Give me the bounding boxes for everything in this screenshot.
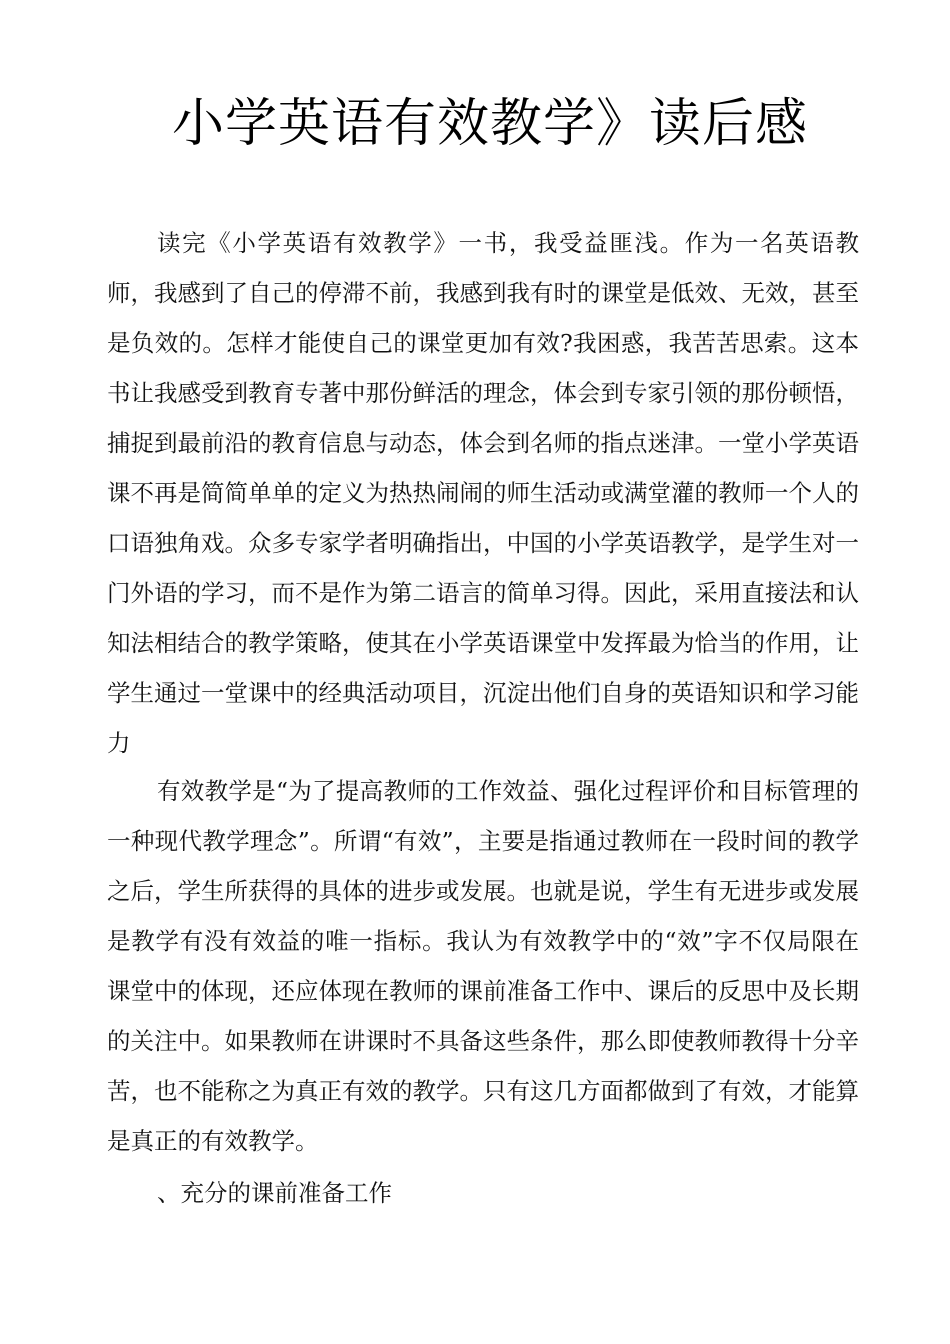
section-heading: 、充分的课前准备工作 [157, 1179, 392, 1207]
paragraph-effective-teaching: 有效教学是“为了提高教师的工作效益、强化过程评价和目标管理的一种现代教学理念”。所谓“有效”，主要是指通过教师在一段时间的教学之后，学生所获得的具体的进步或发展。也就是说，学生有无进步或发展是教学有没有效益的唯一指标。我认为有效教学中的“效”字不仅局限在课堂中的体现，还应体现在教师的课前准备工作中、课后的反思中及长期的关注中。如果教师在讲课时不具备这些条件，那么即使教师教得十分辛苦，也不能称之为真正有效的教学。只有这几方面都做到了有效，才能算是真正的有效教学。 [107, 777, 859, 1155]
document-title: 小学英语有效教学》读后感 [172, 94, 809, 154]
paragraph-intro: 读完《小学英语有效教学》一书，我受益匪浅。作为一名英语教师，我感到了自己的停滞不前，我感到我有时的课堂是低效、无效，甚至是负效的。怎样才能使自己的课堂更加有效?我困惑，我苦苦思索。这本书让我感受到教育专著中那份鲜活的理念，体会到专家引领的那份顿悟，捕捉到最前沿的教育信息与动态，体会到名师的指点迷津。一堂小学英语课不再是简简单单的定义为热热闹闹的师生活动或满堂灌的教师一个人的口语独角戏。众多专家学者明确指出，中国的小学英语教学，是学生对一门外语的学习，而不是作为第二语言的简单习得。因此，采用直接法和认知法相结合的教学策略，使其在小学英语课堂中发挥最为恰当的作用，让学生通过一堂课中的经典活动项目，沉淀出他们自身的英语知识和学习能力 [107, 229, 859, 757]
